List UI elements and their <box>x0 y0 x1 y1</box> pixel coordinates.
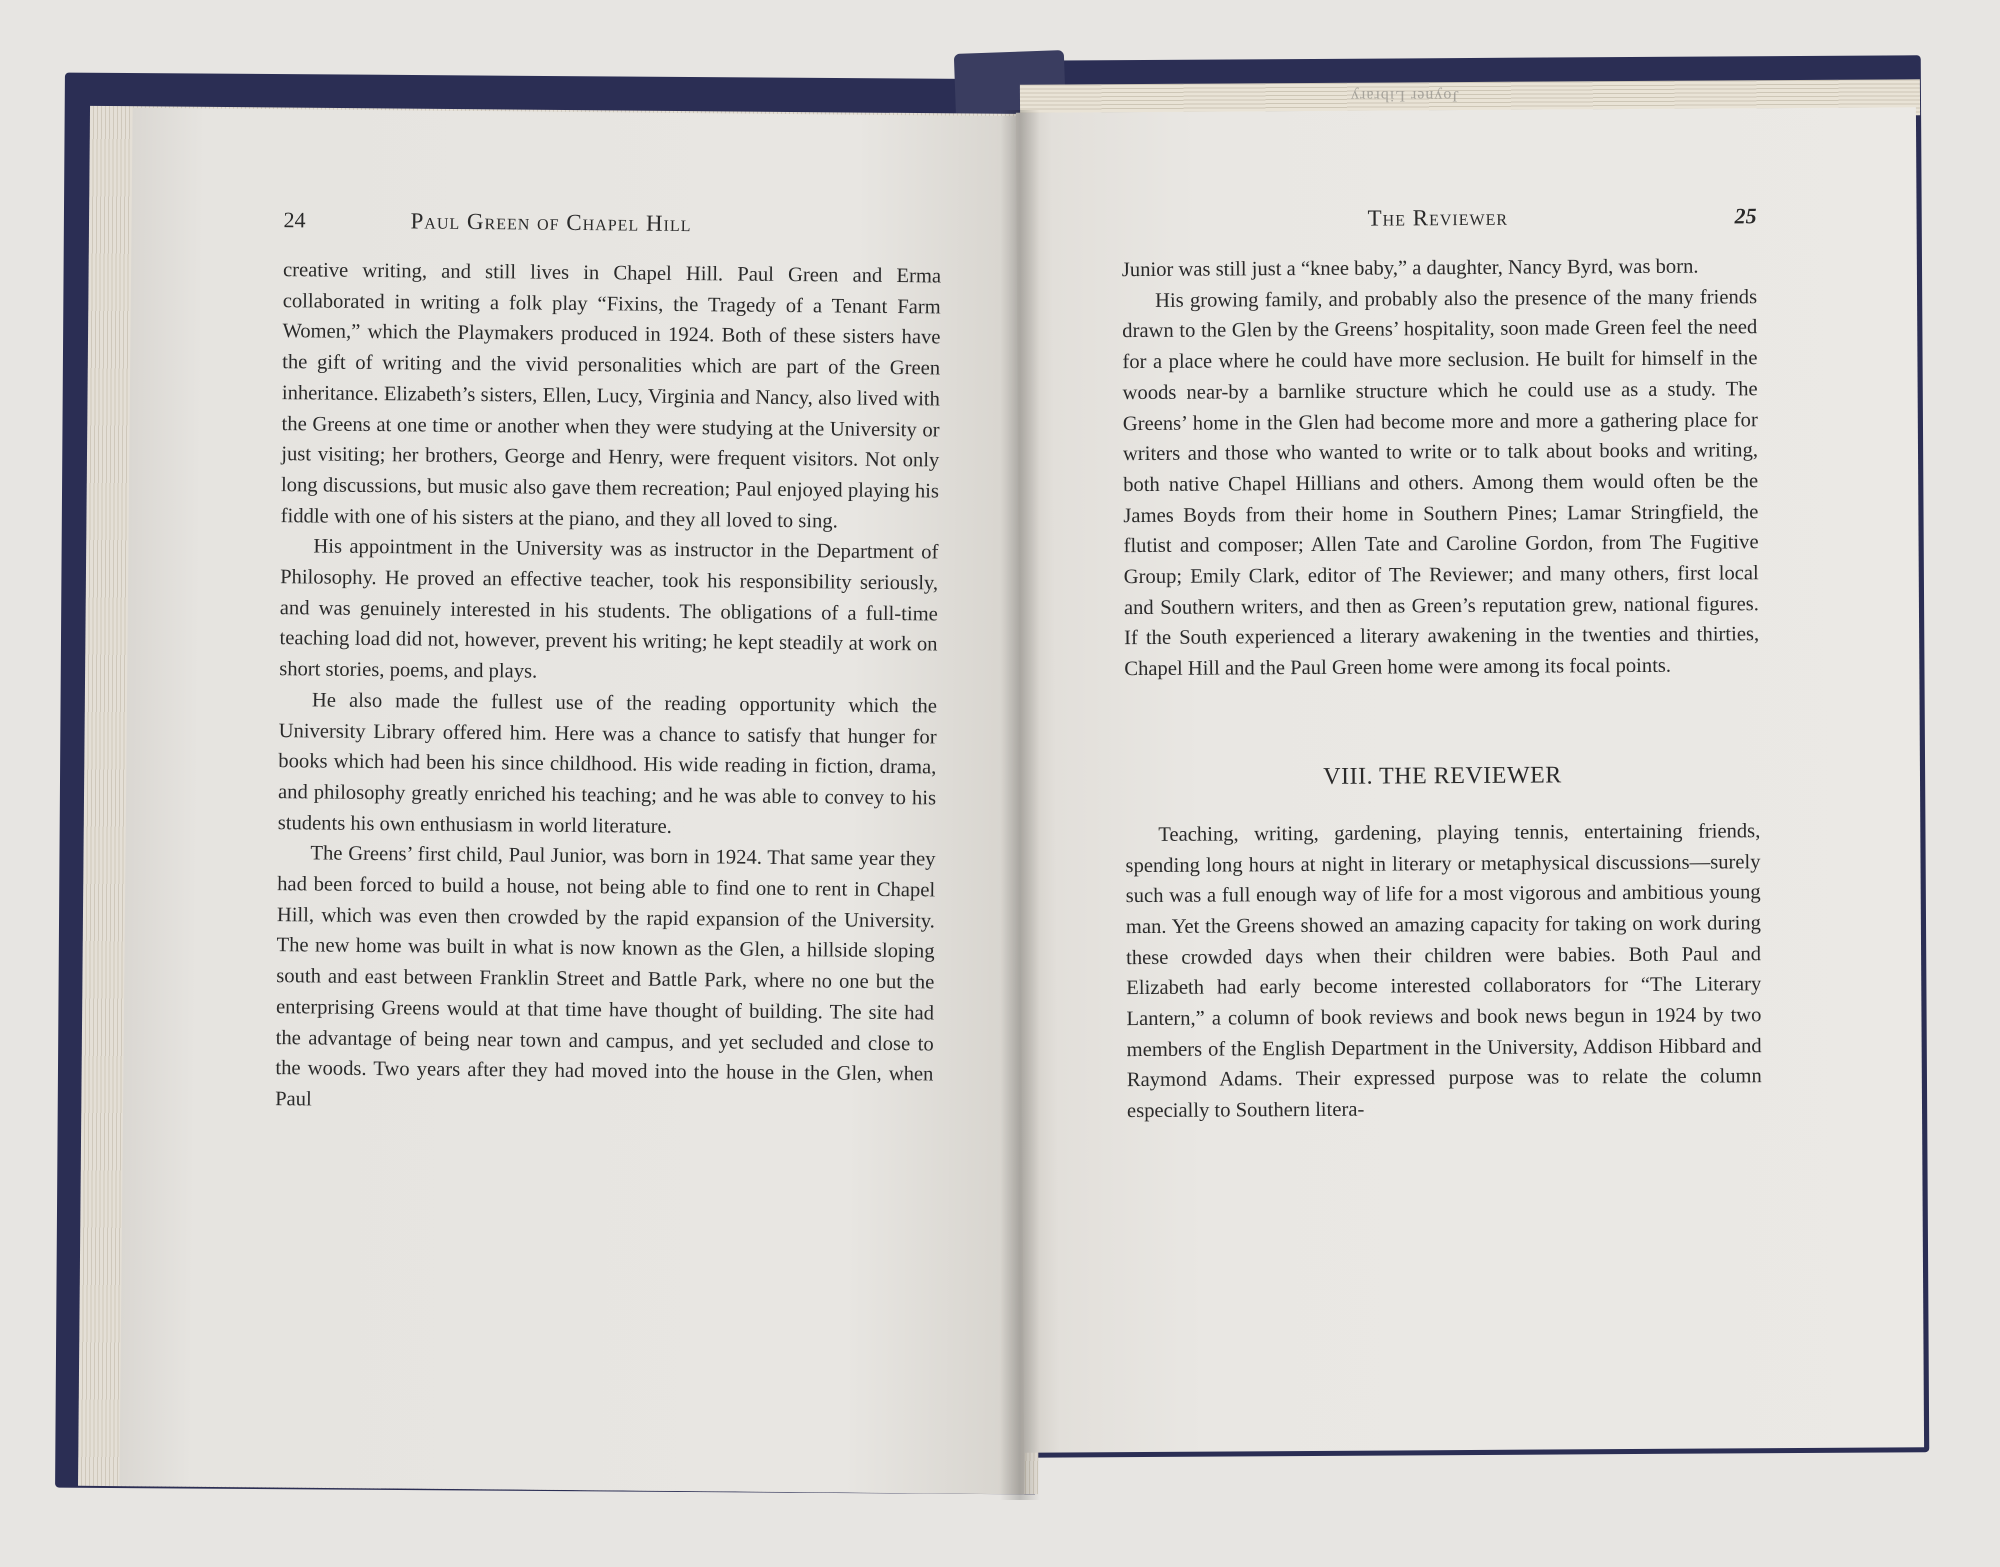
left-paragraph-4: The Greens’ first child, Paul Junior, was born in 1924. That same year they had been forced to build a house, not being able to find one to rent in Chapel Hill, which was even then crowded by the rapid expansion of the University. The new home was built in what is now known as the Glen, a hillside sloping south and east between Franklin Street and Battle Park, where no one but the enterprising Greens would at that time have thought of building. The site had the advantage of being near town and campus, and yet secluded and close to the woods. Two years after they had moved into the house in the Glen, when Paul <box>275 842 936 1111</box>
left-paragraph-1: creative writing, and still lives in Chapel Hill. Paul Green and Erma collaborated in writing a folk play “Fixins, the Tragedy of a Tenant Farm Women,” which the Playmakers produced in 1924. Both of these sisters have the gift of writing and the vivid personalities which are part of the Green inheritance. Elizabeth’s sisters, Ellen, Lucy, Virginia and Nancy, also lived with the Greens at one time or another when they were studying at the University or just visiting; her brothers, George and Henry, were frequent visitors. Not only long discussions, but music also gave them recreation; Paul enjoyed playing his fiddle with one of his sisters at the piano, and they all loved to sing. <box>280 259 942 533</box>
library-stamp: Joyner Library <box>1350 87 1459 104</box>
right-running-head <box>1121 203 1756 233</box>
right-paragraph-3: Teaching, writing, gardening, playing tennis, entertaining friends, spending long hours at night in literary or metaphysical discussions—surely such was a full enough way of life for a most vigorous and ambitious young man. Yet the Greens showed an amazing capacity for taking on work during these crowded days when their children were babies. Both Paul and Elizabeth had early become interested collaborators for “The Literary Lantern,” a column of book reviews and book news begun in 1924 by two members of the English Department in the University, Addison Hibbard and Raymond Adams. Their expressed purpose was to relate the column especially to Southern litera- <box>1125 820 1762 1123</box>
left-paragraph-3: He also made the fullest use of the reading opportunity which the University Library offered him. Here was a chance to satisfy that hunger for books which had been his since childhood. His wide reading in fiction, drama, and philosophy greatly enriched his teaching; and he was able to convey to his students his own enthusiasm in world literature. <box>277 689 938 838</box>
right-running-title: The Reviewer <box>1367 204 1509 231</box>
right-paragraph-1: Junior was still just a “knee baby,” a daughter, Nancy Byrd, was born. <box>1121 255 1699 282</box>
left-page <box>119 108 1037 1495</box>
chapter-heading: VIII. THE REVIEWER <box>1323 762 1562 790</box>
left-running-title: Paul Green of Chapel Hill <box>410 208 692 237</box>
right-paragraph-2: His growing family, and probably also the presence of the many friends drawn to the Glen by the Greens’ hospitality, soon made Green feel the need for a place where he could have more seclusion. He built for himself in the woods near-by a barnlike structure which he could use as a study. The Greens’ home in the Glen had become more and more a gathering place for writers and those who wanted to write or to talk about books and writing, both native Chapel Hillians and others. Among them would often be the James Boyds from their home in Southern Pines; Lamar Stringfield, the flutist and composer; Allen Tate and Caroline Gordon, from The Fugitive Group; Emily Clark, editor of The Reviewer; and many others, first local and Southern writers, and then as Green’s reputation grew, national figures. If the South experienced a literary awakening in the twenties and thirties, Chapel Hill and the Paul Green home were among its focal points. <box>1122 285 1760 681</box>
left-paragraph-2: His appointment in the University was as instructor in the Department of Philosophy. He proved an effective teacher, took his responsibility seriously, and was genuinely interested in his students. The obligations of a full-time teaching load did not, however, prevent his writing; he kept steadily at work on short stories, poems, and plays. <box>279 535 939 683</box>
right-page <box>1016 107 1924 1452</box>
left-page-number: 24 <box>283 207 306 233</box>
gutter-shadow <box>1000 110 1040 1500</box>
left-running-head <box>283 207 941 239</box>
right-page-number: 25 <box>1734 203 1757 229</box>
